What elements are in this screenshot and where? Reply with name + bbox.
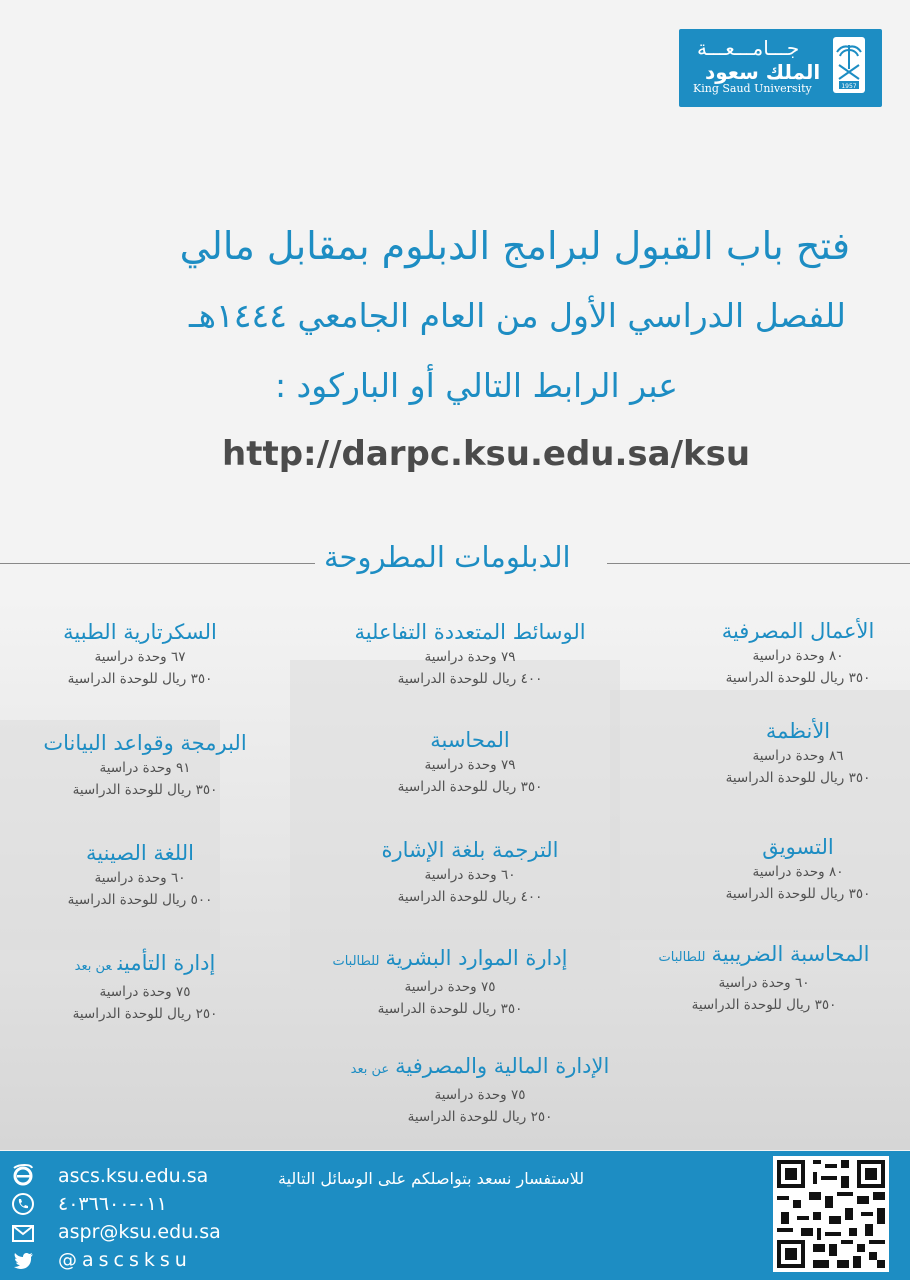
program-fee: ٢٥٠ ريال للوحدة الدراسية bbox=[72, 1006, 218, 1022]
website-text[interactable]: ascs.ksu.edu.sa bbox=[58, 1165, 209, 1187]
palm-emblem-icon bbox=[825, 35, 873, 97]
program-card bbox=[632, 940, 896, 1016]
registration-link[interactable]: http://darpc.ksu.edu.sa/ksu bbox=[222, 434, 751, 474]
program-name: المحاسبة الضريبية bbox=[711, 942, 870, 966]
program-name: المحاسبة bbox=[430, 728, 510, 752]
program-units: ٨٠ وحدة دراسية bbox=[752, 864, 844, 880]
divider-right bbox=[607, 563, 910, 564]
program-card bbox=[30, 949, 260, 1025]
email-icon bbox=[11, 1221, 35, 1245]
program-name: الوسائط المتعددة التفاعلية bbox=[354, 620, 586, 644]
program-card bbox=[300, 944, 600, 1020]
program-fee: ٣٥٠ ريال للوحدة الدراسية bbox=[397, 779, 543, 795]
program-units: ٧٩ وحدة دراسية bbox=[424, 649, 516, 665]
program-card bbox=[700, 717, 896, 789]
program-units: ٧٥ وحدة دراسية bbox=[404, 979, 496, 995]
program-card bbox=[310, 1052, 650, 1128]
phone-icon bbox=[11, 1192, 35, 1216]
contact-cta: للاستفسار نسعد بتواصلكم على الوسائل التالية bbox=[278, 1169, 585, 1188]
internet-explorer-icon bbox=[11, 1163, 35, 1187]
email-address[interactable]: aspr@ksu.edu.sa bbox=[58, 1221, 221, 1243]
program-fee: ٤٠٠ ريال للوحدة الدراسية bbox=[397, 671, 543, 687]
program-card bbox=[320, 618, 620, 690]
program-card bbox=[30, 618, 250, 690]
twitter-handle[interactable]: @ascsksu bbox=[58, 1249, 192, 1271]
program-fee: ٣٥٠ ريال للوحدة الدراسية bbox=[725, 886, 871, 902]
section-title: الدبلومات المطروحة bbox=[324, 540, 571, 574]
program-units: ٧٥ وحدة دراسية bbox=[434, 1087, 526, 1103]
program-card bbox=[700, 833, 896, 905]
program-card bbox=[350, 836, 590, 908]
program-fee: ٣٥٠ ريال للوحدة الدراسية bbox=[725, 770, 871, 786]
program-name: البرمجة وقواعد البيانات bbox=[43, 731, 247, 755]
program-tag: للطالبات bbox=[658, 950, 706, 965]
headline-line1: فتح باب القبول لبرامج الدبلوم بمقابل مالي bbox=[179, 224, 850, 268]
program-fee: ٣٥٠ ريال للوحدة الدراسية bbox=[67, 671, 213, 687]
twitter-icon bbox=[11, 1248, 35, 1272]
program-units: ٦٠ وحدة دراسية bbox=[94, 870, 186, 886]
program-units: ٨٠ وحدة دراسية bbox=[752, 648, 844, 664]
logo-english-name: King Saud University bbox=[693, 82, 812, 95]
program-name: إدارة التأمين bbox=[117, 951, 216, 975]
logo-arabic-line1: جـــامـــعـــة bbox=[697, 36, 800, 60]
program-card bbox=[40, 839, 240, 911]
program-fee: ٣٥٠ ريال للوحدة الدراسية bbox=[377, 1001, 523, 1017]
program-fee: ٤٠٠ ريال للوحدة الدراسية bbox=[397, 889, 543, 905]
program-tag: للطالبات bbox=[332, 954, 380, 969]
program-units: ٦٠ وحدة دراسية bbox=[424, 867, 516, 883]
program-name: اللغة الصينية bbox=[86, 841, 194, 865]
program-name: الأنظمة bbox=[765, 719, 831, 743]
qr-code[interactable] bbox=[773, 1156, 889, 1272]
phone-number[interactable]: ٠١١-٤٠٣٦٦٠٠ bbox=[58, 1193, 167, 1215]
background-building bbox=[290, 660, 620, 990]
program-units: ٩١ وحدة دراسية bbox=[99, 760, 191, 776]
program-name: الإدارة المالية والمصرفية bbox=[395, 1054, 610, 1078]
program-units: ٧٥ وحدة دراسية bbox=[99, 984, 191, 1000]
program-card bbox=[700, 617, 896, 689]
program-name: التسويق bbox=[762, 835, 834, 859]
headline-line3: عبر الرابط التالي أو الباركود : bbox=[274, 366, 678, 405]
program-fee: ٣٥٠ ريال للوحدة الدراسية bbox=[691, 997, 837, 1013]
program-fee: ٥٠٠ ريال للوحدة الدراسية bbox=[67, 892, 213, 908]
emblem-year: 1957 bbox=[841, 83, 857, 90]
program-units: ٦٧ وحدة دراسية bbox=[94, 649, 186, 665]
program-name: الأعمال المصرفية bbox=[721, 619, 875, 643]
program-card bbox=[20, 729, 270, 801]
program-fee: ٣٥٠ ريال للوحدة الدراسية bbox=[72, 782, 218, 798]
divider-left bbox=[0, 563, 315, 564]
program-units: ٨٦ وحدة دراسية bbox=[752, 748, 844, 764]
program-units: ٧٩ وحدة دراسية bbox=[424, 757, 516, 773]
program-units: ٦٠ وحدة دراسية bbox=[718, 975, 810, 991]
headline-line2: للفصل الدراسي الأول من العام الجامعي ١٤٤٤هـ bbox=[188, 296, 846, 335]
program-tag: عن بعد bbox=[74, 959, 112, 974]
program-fee: ٢٥٠ ريال للوحدة الدراسية bbox=[407, 1109, 553, 1125]
logo-arabic-line2: الملك سعود bbox=[705, 60, 821, 84]
program-fee: ٣٥٠ ريال للوحدة الدراسية bbox=[725, 670, 871, 686]
program-name: الترجمة بلغة الإشارة bbox=[381, 838, 559, 862]
ksu-logo bbox=[679, 29, 882, 107]
program-card bbox=[360, 726, 580, 798]
program-tag: عن بعد bbox=[350, 1062, 390, 1077]
program-name: إدارة الموارد البشرية bbox=[385, 946, 568, 970]
program-name: السكرتارية الطبية bbox=[63, 620, 217, 644]
